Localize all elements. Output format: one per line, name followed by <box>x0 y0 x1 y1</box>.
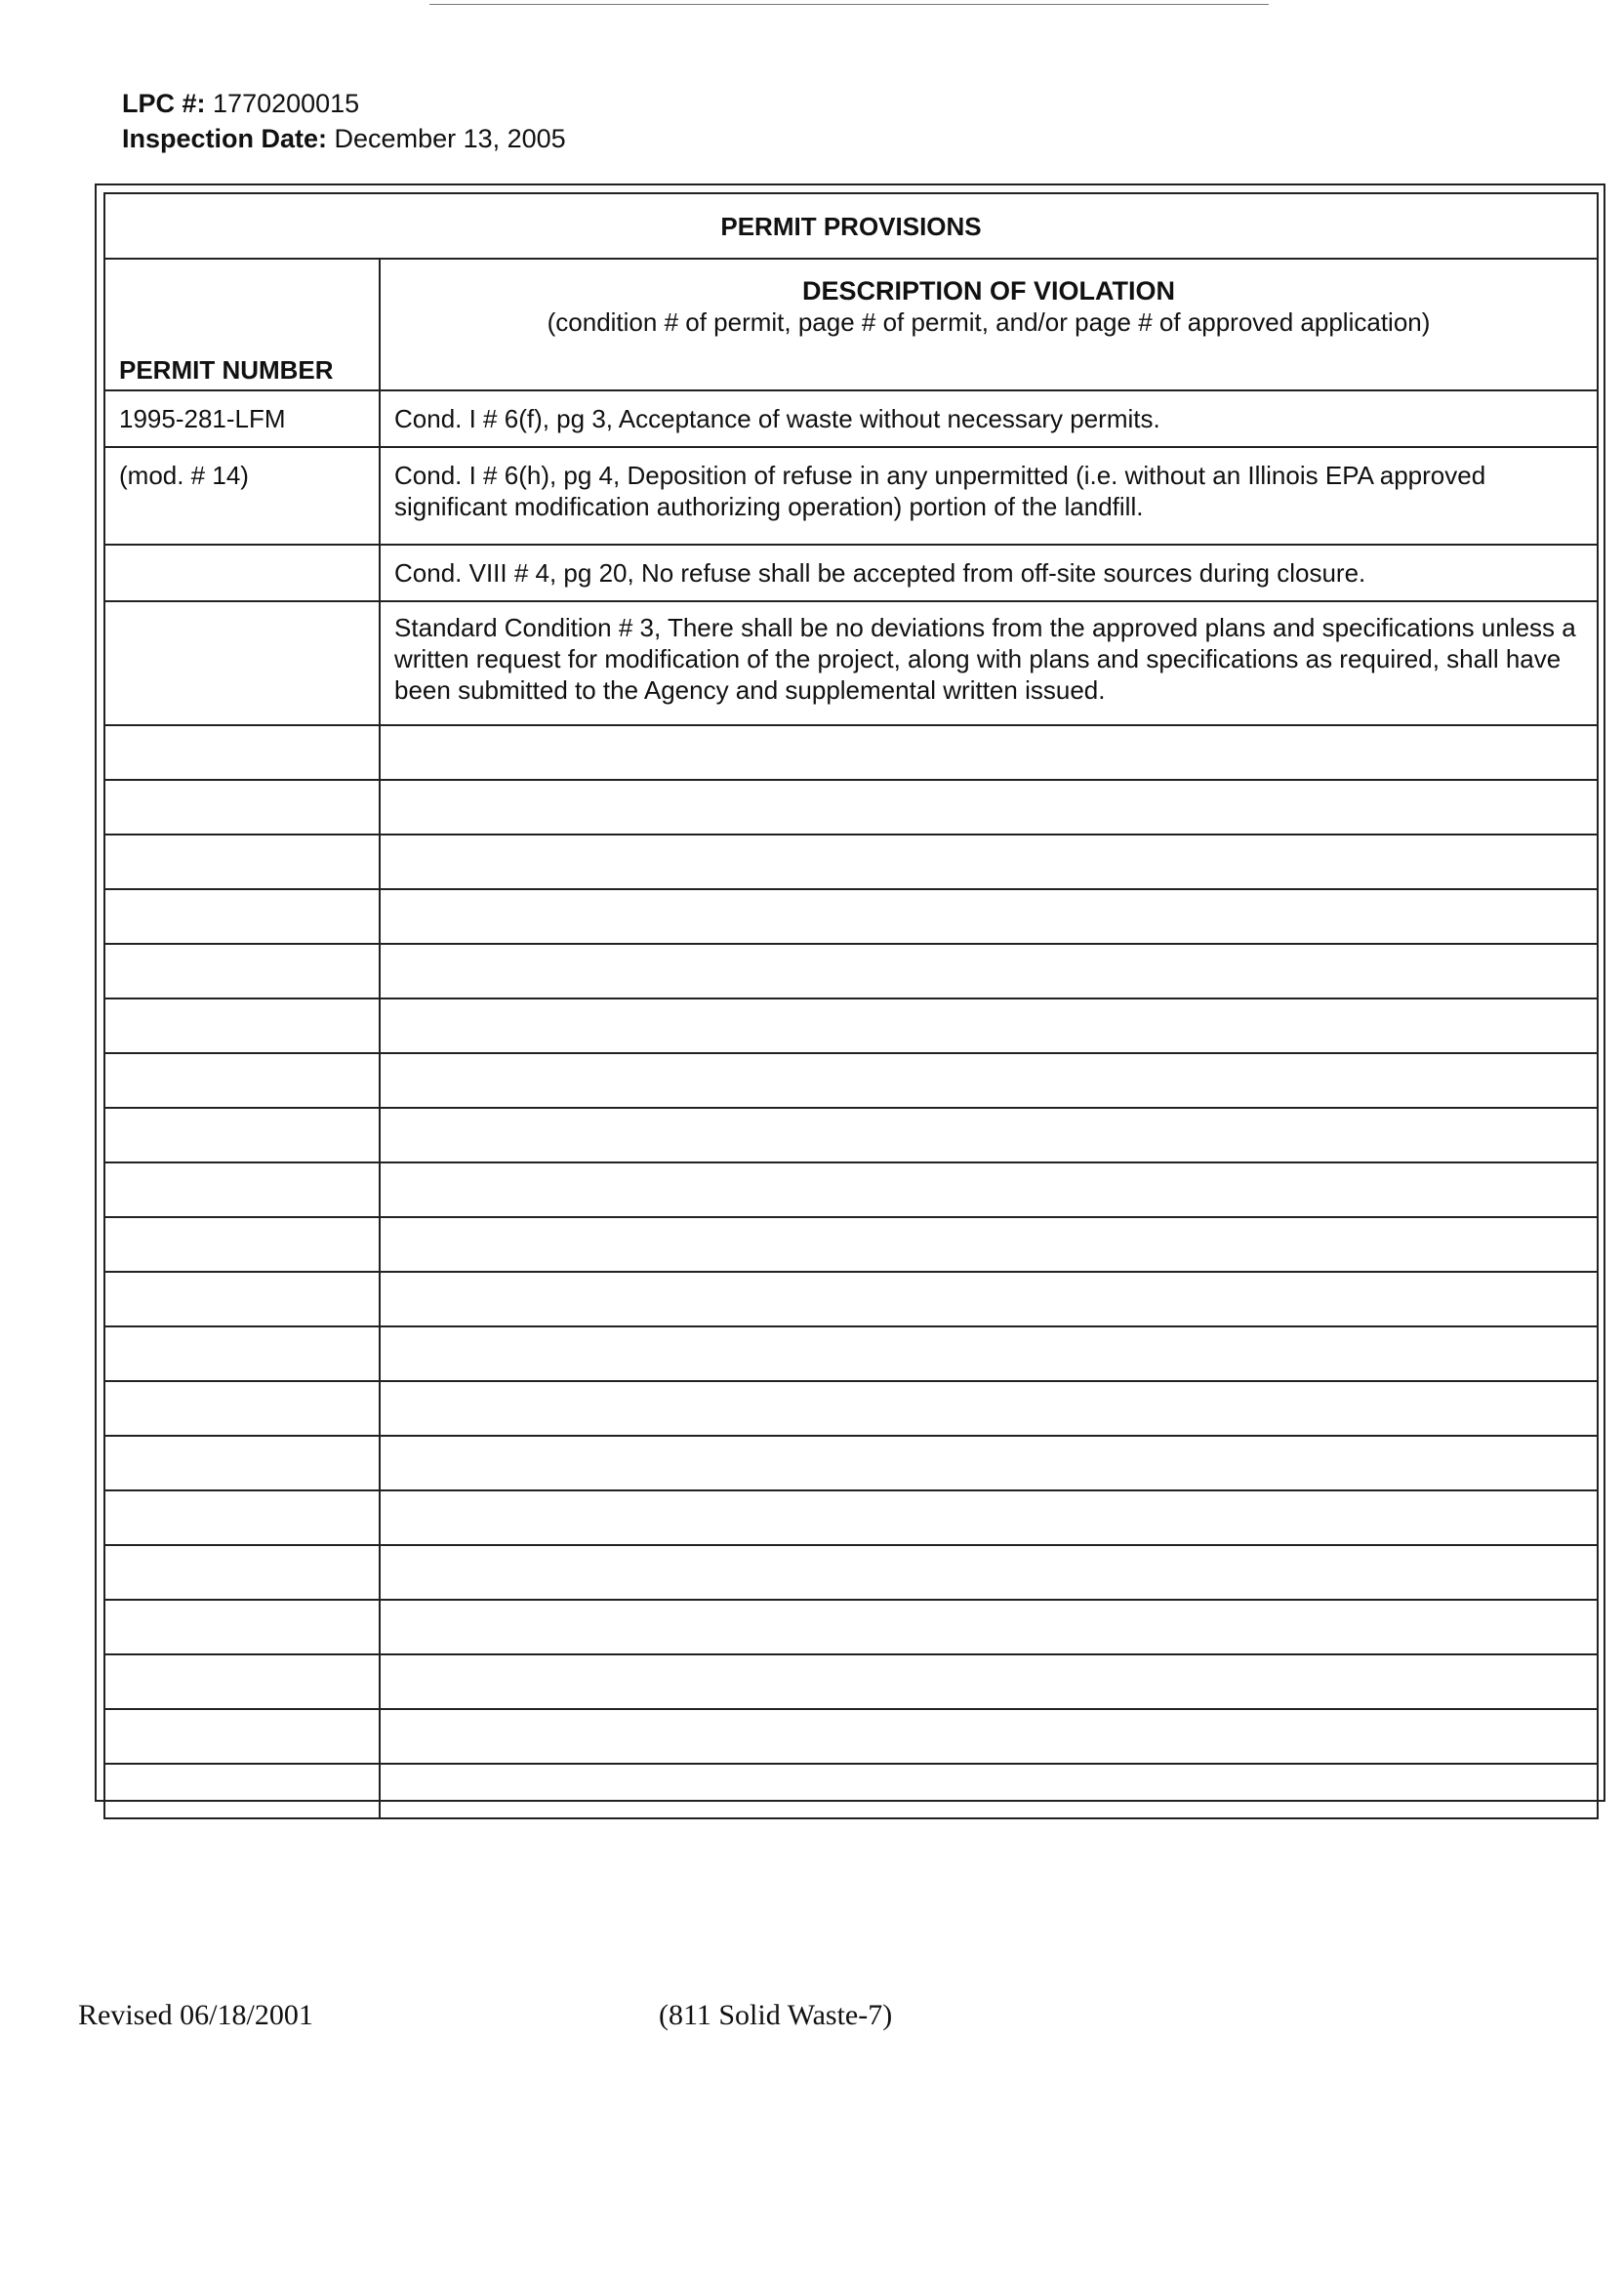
permit-number-cell <box>104 1436 380 1490</box>
table-row <box>104 390 1598 447</box>
violation-description-cell <box>380 1545 1598 1600</box>
blank-table-row <box>104 780 1598 835</box>
blank-table-row <box>104 1545 1598 1600</box>
violation-description-cell <box>380 1764 1598 1818</box>
permit-number-cell <box>104 1272 380 1326</box>
permit-number-cell <box>104 998 380 1053</box>
document-header <box>122 86 566 156</box>
violation-description-cell <box>380 780 1598 835</box>
description-subheader: (condition # of permit, page # of permit, and/or page # of approved application) <box>547 307 1431 337</box>
permit-provisions-table <box>103 192 1599 1819</box>
description-header-cell <box>380 259 1598 390</box>
lpc-label: LPC #: <box>122 89 206 118</box>
permit-number-cell <box>104 725 380 780</box>
form-code: (811 Solid Waste-7) <box>659 1999 893 2031</box>
permit-number-cell <box>104 1709 380 1764</box>
blank-table-row <box>104 889 1598 944</box>
permit-number-cell <box>104 1326 380 1381</box>
violation-description-cell <box>380 835 1598 889</box>
permit-number-cell <box>104 545 380 601</box>
violation-description-cell <box>380 1600 1598 1654</box>
permit-number-cell <box>104 944 380 998</box>
blank-table-row <box>104 1272 1598 1326</box>
description-header: DESCRIPTION OF VIOLATION <box>802 276 1176 306</box>
blank-table-row <box>104 1381 1598 1436</box>
permit-number-cell <box>104 1654 380 1709</box>
permit-number-cell <box>104 835 380 889</box>
violation-description-cell <box>380 998 1598 1053</box>
table-row <box>104 545 1598 601</box>
violation-description-cell: Cond. I # 6(h), pg 4, Deposition of refuse in any unpermitted (i.e. without an Illinois EPA approved significant modification authorizing operation) portion of the landfill. <box>380 447 1598 545</box>
violation-description-cell <box>380 1108 1598 1162</box>
violation-description-cell <box>380 1381 1598 1436</box>
table-title: PERMIT PROVISIONS <box>104 193 1598 259</box>
violation-description-cell <box>380 1436 1598 1490</box>
blank-table-row <box>104 1326 1598 1381</box>
blank-table-row <box>104 1436 1598 1490</box>
permit-number-cell <box>104 1162 380 1217</box>
violation-description-cell <box>380 725 1598 780</box>
table-row <box>104 601 1598 725</box>
blank-table-row <box>104 1764 1598 1818</box>
revised-date: Revised 06/18/2001 <box>78 1999 313 2031</box>
inspection-date-label: Inspection Date: <box>122 124 328 153</box>
violation-description-cell <box>380 1326 1598 1381</box>
blank-table-row <box>104 1162 1598 1217</box>
blank-table-row <box>104 835 1598 889</box>
permit-number-cell <box>104 1217 380 1272</box>
permit-number-cell <box>104 1545 380 1600</box>
permit-number-cell <box>104 1381 380 1436</box>
violation-description-cell <box>380 944 1598 998</box>
permit-number-cell <box>104 601 380 725</box>
permit-number-cell <box>104 780 380 835</box>
violation-description-cell <box>380 1490 1598 1545</box>
violation-description-cell <box>380 1217 1598 1272</box>
table-title-row <box>104 193 1598 259</box>
blank-rows-group <box>104 725 1598 1818</box>
blank-table-row <box>104 1108 1598 1162</box>
permit-provisions-frame <box>95 183 1605 1802</box>
blank-table-row <box>104 944 1598 998</box>
inspection-date-value: December 13, 2005 <box>334 124 566 153</box>
violation-description-cell <box>380 1162 1598 1217</box>
blank-table-row <box>104 998 1598 1053</box>
lpc-line <box>122 86 566 121</box>
permit-number-cell <box>104 1053 380 1108</box>
inspection-date-line <box>122 121 566 156</box>
violation-description-cell <box>380 1272 1598 1326</box>
blank-table-row <box>104 1600 1598 1654</box>
blank-table-row <box>104 1709 1598 1764</box>
blank-table-row <box>104 1217 1598 1272</box>
permit-number-cell <box>104 1490 380 1545</box>
permit-number-cell <box>104 1600 380 1654</box>
violation-description-cell <box>380 889 1598 944</box>
lpc-value: 1770200015 <box>213 89 360 118</box>
scan-artifact-rule <box>429 4 1269 5</box>
blank-table-row <box>104 1490 1598 1545</box>
blank-table-row <box>104 1654 1598 1709</box>
table-header-row <box>104 259 1598 390</box>
permit-number-cell <box>104 1764 380 1818</box>
permit-number-cell <box>104 889 380 944</box>
blank-table-row <box>104 725 1598 780</box>
violation-description-cell: Cond. VIII # 4, pg 20, No refuse shall be accepted from off-site sources during closure. <box>380 545 1598 601</box>
permit-number-header: PERMIT NUMBER <box>104 259 380 390</box>
permit-number-cell <box>104 1108 380 1162</box>
permit-number-cell: (mod. # 14) <box>104 447 380 545</box>
violation-description-cell <box>380 1709 1598 1764</box>
blank-table-row <box>104 1053 1598 1108</box>
violation-description-cell <box>380 1654 1598 1709</box>
violation-description-cell <box>380 1053 1598 1108</box>
violation-description-cell: Cond. I # 6(f), pg 3, Acceptance of waste without necessary permits. <box>380 390 1598 447</box>
violation-description-cell: Standard Condition # 3, There shall be no deviations from the approved plans and specifications unless a written request for modification of the project, along with plans and specifications as required, shall have been submitted to the Agency and supplemental written issued. <box>380 601 1598 725</box>
permit-number-cell: 1995-281-LFM <box>104 390 380 447</box>
table-row <box>104 447 1598 545</box>
